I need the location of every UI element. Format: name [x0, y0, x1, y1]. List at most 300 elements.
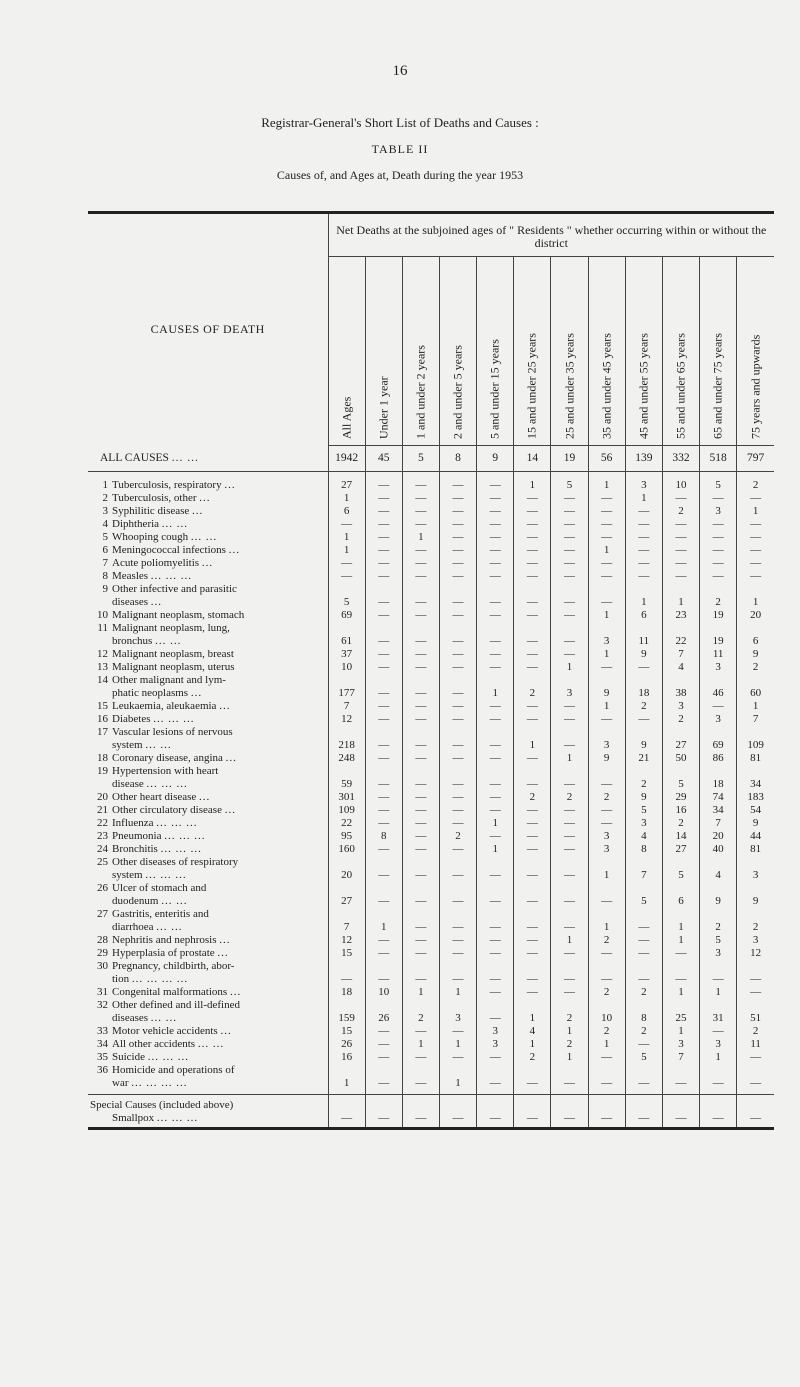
age-header	[625, 257, 662, 446]
table-cell: —	[514, 648, 551, 661]
cause-index: 20	[97, 791, 108, 803]
leader-dots: ...	[217, 947, 229, 959]
table-cell: 3	[662, 700, 699, 713]
age-header-label: 5 and under 15 years	[487, 339, 502, 439]
cause-index: 11	[97, 622, 108, 634]
table-cell: —	[551, 609, 588, 622]
table-cell: —	[514, 960, 551, 986]
table-cell: —	[588, 1095, 625, 1129]
table-cell: 3	[625, 472, 662, 493]
table-cell: —	[439, 492, 476, 505]
table-cell: —	[328, 518, 365, 531]
table-cell: 9	[588, 752, 625, 765]
age-header-label: Under 1 year	[376, 376, 391, 439]
leader-dots: ... ... ...	[164, 830, 206, 842]
table-cell: —	[477, 934, 514, 947]
cause-index: 5	[102, 531, 108, 543]
table-cell: —	[625, 557, 662, 570]
table-cell: 1	[514, 726, 551, 752]
table-row	[88, 752, 774, 765]
table-row	[88, 856, 774, 882]
table-cell: —	[402, 648, 439, 661]
table-cell: 10	[588, 999, 625, 1025]
deaths-table	[88, 211, 774, 1130]
table-cell: —	[514, 570, 551, 583]
table-cell: 1	[588, 856, 625, 882]
table-cell: 20	[700, 830, 737, 843]
table-row	[88, 765, 774, 791]
table-cell: —	[551, 700, 588, 713]
cause-label: Other infective and parasitic	[112, 583, 237, 595]
table-cell: —	[328, 1095, 365, 1129]
table-cell: 797	[737, 446, 774, 472]
table-cell: —	[551, 583, 588, 609]
table-cell: —	[551, 622, 588, 648]
cause-cell	[88, 472, 328, 493]
deaths-table-container	[88, 211, 774, 1130]
table-cell: —	[402, 492, 439, 505]
table-cell: —	[402, 726, 439, 752]
table-cell: 5	[625, 882, 662, 908]
table-cell: 7	[328, 908, 365, 934]
table-cell: 81	[737, 752, 774, 765]
cause-cell	[88, 1038, 328, 1051]
table-cell: —	[588, 531, 625, 544]
cause-index: 27	[97, 908, 108, 920]
table-cell: 11	[625, 622, 662, 648]
table-cell: —	[700, 531, 737, 544]
table-cell: 22	[328, 817, 365, 830]
table-cell: —	[551, 1064, 588, 1095]
cause-index: 36	[97, 1064, 108, 1076]
table-cell: —	[588, 518, 625, 531]
table-cell: 16	[662, 804, 699, 817]
cause-cell	[88, 518, 328, 531]
table-cell: —	[439, 882, 476, 908]
table-cell: —	[477, 947, 514, 960]
table-cell: —	[551, 856, 588, 882]
causes-header: CAUSES OF DEATH	[150, 322, 265, 337]
table-cell: 1	[514, 1038, 551, 1051]
table-cell: 9	[625, 791, 662, 804]
table-cell: 1	[588, 700, 625, 713]
table-cell: —	[402, 1025, 439, 1038]
table-cell: 9	[737, 648, 774, 661]
cause-cell	[88, 830, 328, 843]
table-cell: —	[477, 726, 514, 752]
table-cell: —	[477, 713, 514, 726]
age-header	[514, 257, 551, 446]
table-cell: —	[514, 544, 551, 557]
leader-dots: ... ...	[150, 1012, 178, 1024]
cause-index: 12	[97, 648, 108, 660]
table-cell: —	[365, 1025, 402, 1038]
table-row	[88, 960, 774, 986]
cause-label: Tuberculosis, other	[112, 492, 197, 504]
table-cell: —	[439, 700, 476, 713]
table-cell: 50	[662, 752, 699, 765]
table-row	[88, 908, 774, 934]
cause-index: 25	[97, 856, 108, 868]
table-cell: 160	[328, 843, 365, 856]
table-cell: 2	[737, 472, 774, 493]
age-header	[700, 257, 737, 446]
cause-label: Pregnancy, childbirth, abor-	[112, 960, 235, 972]
table-cell: —	[477, 960, 514, 986]
cause-label: Leukaemia, aleukaemia	[112, 700, 217, 712]
cause-index: 13	[97, 661, 108, 673]
table-cell: —	[439, 804, 476, 817]
cause-cell	[88, 622, 328, 648]
table-cell: —	[365, 934, 402, 947]
table-cell: 2	[402, 999, 439, 1025]
table-cell: 3	[700, 713, 737, 726]
table-cell: 1942	[328, 446, 365, 472]
leader-dots: ...	[220, 1025, 232, 1037]
table-row	[88, 934, 774, 947]
cause-index: 29	[97, 947, 108, 959]
cause-label-cont: disease	[112, 778, 144, 790]
table-cell: 301	[328, 791, 365, 804]
table-row	[88, 661, 774, 674]
table-cell: —	[365, 583, 402, 609]
cause-label: Other diseases of respiratory	[112, 856, 239, 868]
age-header	[477, 257, 514, 446]
age-header	[551, 257, 588, 446]
table-cell: —	[477, 1051, 514, 1064]
table-cell: —	[477, 999, 514, 1025]
table-row	[88, 531, 774, 544]
table-cell: —	[328, 557, 365, 570]
table-cell: 12	[328, 713, 365, 726]
table-cell: —	[439, 1025, 476, 1038]
table-cell: —	[365, 1038, 402, 1051]
table-cell: 9	[588, 674, 625, 700]
table-cell: 6	[625, 609, 662, 622]
table-cell: —	[625, 661, 662, 674]
table-cell: 9	[625, 648, 662, 661]
table-cell: —	[365, 674, 402, 700]
cause-cell	[88, 765, 328, 791]
table-cell: 5	[700, 934, 737, 947]
cause-label: Other heart disease	[112, 791, 197, 803]
age-header	[439, 257, 476, 446]
cause-label: Ulcer of stomach and	[112, 882, 207, 894]
table-cell: 60	[737, 674, 774, 700]
cause-cell	[88, 856, 328, 882]
table-cell: —	[625, 947, 662, 960]
table-cell: —	[737, 1095, 774, 1129]
table-cell: —	[402, 960, 439, 986]
table-cell: 5	[551, 472, 588, 493]
cause-label: Acute poliomyelitis	[112, 557, 200, 569]
table-cell: 1	[551, 934, 588, 947]
table-cell: 8	[439, 446, 476, 472]
cause-index: 2	[102, 492, 108, 504]
age-header	[328, 257, 365, 446]
cause-index: 22	[97, 817, 108, 829]
table-cell: 1	[662, 908, 699, 934]
table-cell: —	[439, 531, 476, 544]
table-cell: 7	[737, 713, 774, 726]
table-row	[88, 1051, 774, 1064]
table-cell: —	[402, 700, 439, 713]
table-cell: 14	[514, 446, 551, 472]
age-header-label: 25 and under 35 years	[562, 333, 577, 439]
all-causes-row	[88, 446, 774, 472]
table-cell: —	[514, 583, 551, 609]
table-cell: 1	[588, 609, 625, 622]
table-cell: 248	[328, 752, 365, 765]
table-cell: 1	[551, 1051, 588, 1064]
table-row	[88, 1038, 774, 1051]
table-cell: —	[514, 882, 551, 908]
table-cell: —	[402, 518, 439, 531]
table-cell: —	[514, 661, 551, 674]
table-cell: 4	[700, 856, 737, 882]
table-cell: 1	[365, 908, 402, 934]
table-cell: 3	[700, 947, 737, 960]
table-cell: —	[625, 570, 662, 583]
table-cell: 11	[700, 648, 737, 661]
cause-cell	[88, 648, 328, 661]
table-cell: —	[662, 1064, 699, 1095]
table-cell: —	[625, 960, 662, 986]
table-cell: —	[588, 505, 625, 518]
table-cell: —	[514, 765, 551, 791]
table-cell: —	[402, 583, 439, 609]
table-cell: —	[514, 518, 551, 531]
table-cell: —	[551, 960, 588, 986]
table-cell: 95	[328, 830, 365, 843]
cause-index: 26	[97, 882, 108, 894]
leader-dots: ...	[190, 687, 203, 699]
table-cell: —	[439, 791, 476, 804]
table-cell: —	[402, 505, 439, 518]
table-title: TABLE II	[371, 142, 429, 156]
table-cell: 21	[625, 752, 662, 765]
table-row	[88, 1025, 774, 1038]
table-cell: —	[514, 557, 551, 570]
table-cell: —	[477, 986, 514, 999]
cause-cell	[88, 661, 328, 674]
table-cell: —	[700, 1095, 737, 1129]
table-cell: 34	[737, 765, 774, 791]
table-cell: 14	[662, 830, 699, 843]
report-heading: Registrar-General's Short List of Deaths and Causes :	[261, 115, 539, 130]
age-header	[588, 257, 625, 446]
net-deaths-header: Net Deaths at the subjoined ages of " Residents " whether occurring within or without the district	[328, 213, 774, 257]
table-row	[88, 947, 774, 960]
table-cell: —	[477, 648, 514, 661]
table-cell: —	[551, 557, 588, 570]
table-cell: 12	[737, 947, 774, 960]
table-cell: 1	[588, 544, 625, 557]
leader-dots: ... ... ...	[146, 778, 188, 790]
table-cell: 5	[700, 472, 737, 493]
cause-index: 23	[97, 830, 108, 842]
cause-index: 18	[97, 752, 108, 764]
table-cell: 2	[662, 505, 699, 518]
table-cell: —	[514, 505, 551, 518]
table-cell: —	[514, 713, 551, 726]
table-cell: 2	[439, 830, 476, 843]
table-cell: 3	[477, 1038, 514, 1051]
table-row	[88, 609, 774, 622]
table-cell: —	[625, 713, 662, 726]
table-row	[88, 999, 774, 1025]
table-cell: —	[365, 518, 402, 531]
table-cell: —	[514, 1095, 551, 1129]
cause-label: Other circulatory disease	[112, 804, 222, 816]
cause-cell	[88, 674, 328, 700]
table-cell: 5	[662, 856, 699, 882]
table-cell: 31	[700, 999, 737, 1025]
cause-cell	[88, 882, 328, 908]
table-cell: 27	[328, 882, 365, 908]
table-cell: —	[700, 492, 737, 505]
table-cell: —	[588, 817, 625, 830]
table-cell: 86	[700, 752, 737, 765]
table-cell: 1	[402, 1038, 439, 1051]
leader-dots: ...	[219, 700, 231, 712]
table-cell: —	[588, 492, 625, 505]
table-cell: —	[737, 986, 774, 999]
table-cell: —	[737, 518, 774, 531]
table-cell: 3	[439, 999, 476, 1025]
table-cell: 1	[328, 531, 365, 544]
table-cell: 19	[700, 622, 737, 648]
age-header-label: 45 and under 55 years	[636, 333, 651, 439]
table-cell: —	[737, 1064, 774, 1095]
table-cell: 56	[588, 446, 625, 472]
table-cell: —	[402, 609, 439, 622]
cause-index: 31	[97, 986, 108, 998]
table-cell: —	[439, 752, 476, 765]
cause-cell	[88, 843, 328, 856]
cause-index: 21	[97, 804, 108, 816]
table-cell: 29	[662, 791, 699, 804]
table-cell: —	[439, 934, 476, 947]
table-cell: —	[402, 544, 439, 557]
table-cell: —	[365, 960, 402, 986]
table-cell: 2	[662, 713, 699, 726]
table-row	[88, 570, 774, 583]
cause-index: 16	[97, 713, 108, 725]
table-cell: —	[662, 557, 699, 570]
table-cell: 7	[625, 856, 662, 882]
table-cell: —	[662, 947, 699, 960]
table-cell: —	[514, 622, 551, 648]
table-cell: —	[402, 882, 439, 908]
table-cell: —	[551, 713, 588, 726]
table-cell: —	[402, 661, 439, 674]
table-cell: —	[588, 1051, 625, 1064]
table-cell: —	[477, 882, 514, 908]
table-cell: 1	[700, 1051, 737, 1064]
table-cell: 6	[662, 882, 699, 908]
table-cell: 22	[662, 622, 699, 648]
table-cell: 34	[700, 804, 737, 817]
table-cell: —	[625, 934, 662, 947]
cause-label: Malignant neoplasm, breast	[112, 648, 234, 660]
table-cell: —	[439, 713, 476, 726]
table-cell: 59	[328, 765, 365, 791]
table-cell: —	[625, 1038, 662, 1051]
table-cell: 18	[700, 765, 737, 791]
table-cell: —	[737, 1051, 774, 1064]
table-cell: —	[402, 765, 439, 791]
table-cell: 1	[514, 999, 551, 1025]
table-cell: 2	[514, 791, 551, 804]
table-cell: 2	[700, 908, 737, 934]
table-cell: 2	[625, 986, 662, 999]
table-cell: —	[551, 518, 588, 531]
table-cell: 2	[551, 791, 588, 804]
table-cell: 25	[662, 999, 699, 1025]
table-cell: —	[439, 856, 476, 882]
table-cell: 9	[737, 817, 774, 830]
table-cell: —	[514, 830, 551, 843]
table-cell: 183	[737, 791, 774, 804]
table-cell: —	[514, 934, 551, 947]
cause-cell	[88, 492, 328, 505]
table-cell: —	[477, 856, 514, 882]
leader-dots: ...	[150, 596, 163, 608]
table-cell: 7	[700, 817, 737, 830]
table-cell: —	[477, 830, 514, 843]
table-cell: —	[439, 622, 476, 648]
table-cell: 18	[328, 986, 365, 999]
table-cell: 1	[551, 1025, 588, 1038]
table-cell: 1	[588, 1038, 625, 1051]
table-cell: 5	[328, 583, 365, 609]
table-cell: —	[551, 830, 588, 843]
table-row	[88, 505, 774, 518]
table-row	[88, 1064, 774, 1095]
special-causes-label: Special Causes (included above)	[90, 1099, 234, 1111]
table-cell: 2	[700, 583, 737, 609]
table-cell: —	[365, 472, 402, 493]
table-cell: —	[365, 661, 402, 674]
table-cell: —	[588, 570, 625, 583]
table-cell: —	[402, 557, 439, 570]
cause-cell	[88, 908, 328, 934]
table-cell: —	[439, 661, 476, 674]
table-cell: 1	[328, 544, 365, 557]
table-cell: —	[477, 700, 514, 713]
table-row	[88, 726, 774, 752]
table-cell: —	[514, 752, 551, 765]
cause-label: All other accidents	[112, 1038, 196, 1050]
table-cell: —	[402, 804, 439, 817]
table-cell: 8	[625, 999, 662, 1025]
table-cell: —	[625, 518, 662, 531]
table-cell: 26	[328, 1038, 365, 1051]
table-cell: —	[439, 726, 476, 752]
table-cell: —	[365, 570, 402, 583]
table-cell: 332	[662, 446, 699, 472]
table-cell: 61	[328, 622, 365, 648]
table-cell: —	[439, 908, 476, 934]
cause-label: Meningococcal infections	[112, 544, 226, 556]
leader-dots: ...	[225, 752, 237, 764]
table-cell: —	[439, 765, 476, 791]
leader-dots: ... ... ...	[156, 1112, 199, 1124]
table-cell: —	[365, 843, 402, 856]
table-cell: —	[477, 791, 514, 804]
table-cell: —	[439, 518, 476, 531]
